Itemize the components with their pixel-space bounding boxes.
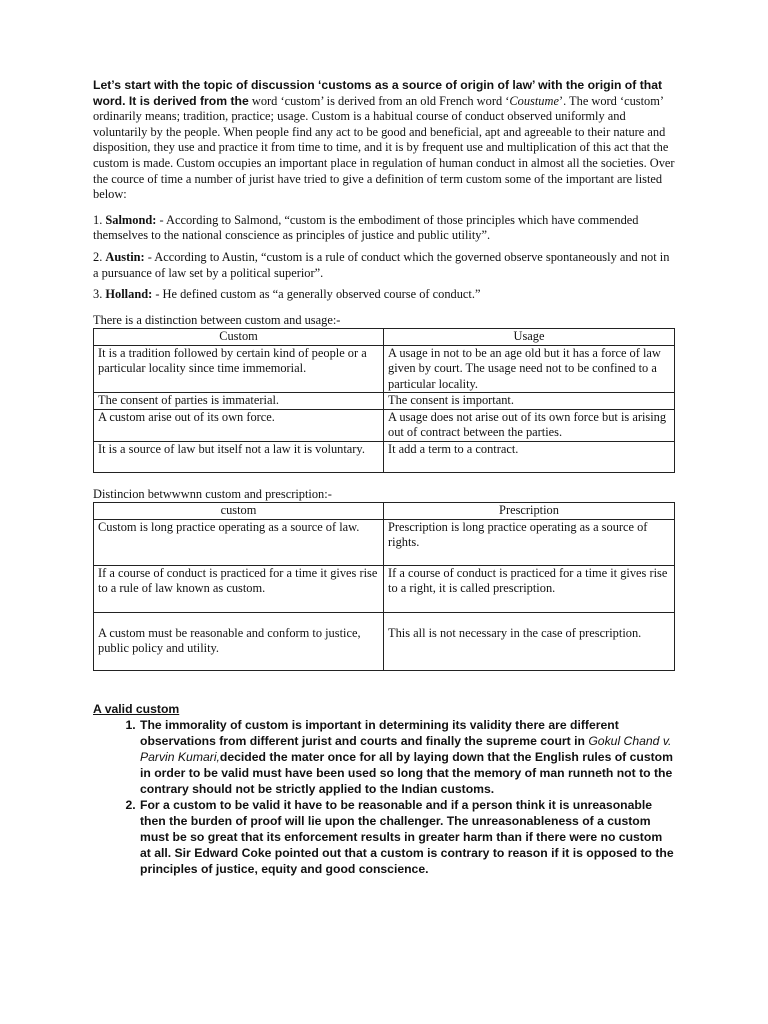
table-cell: If a course of conduct is practiced for a time it gives rise to a rule of law known as custom. <box>94 565 384 612</box>
definition-text: - He defined custom as “a generally observed course of conduct.” <box>152 287 481 302</box>
table-header-cell: Custom <box>94 329 384 346</box>
definition-number: 1. <box>93 212 103 227</box>
table1-caption: There is a distinction between custom and usage:- <box>93 312 341 327</box>
definition-text: - According to Salmond, “custom is the embodiment of those principles which have commended themselves to the national conscience as principles of justice and public utility”. <box>93 212 639 243</box>
definition-jurist: Austin: <box>105 249 145 264</box>
definition-austin <box>93 250 676 281</box>
case-citation: Gokul Chand v. Parvin Kumari, <box>140 733 672 764</box>
definition-jurist: Holland: <box>105 287 153 302</box>
definition-text: - According to Austin, “custom is a rule of conduct which the governed observe spontaneously and not in a pursuance of law set by a political superior”. <box>93 249 670 280</box>
table2-caption: Distincion betwwwnn custom and prescription:- <box>93 486 332 501</box>
table-row <box>94 565 675 612</box>
table-cell: It is a source of law but itself not a law it is voluntary. <box>94 441 384 472</box>
custom-usage-table <box>93 328 675 473</box>
intro-paragraph <box>93 78 676 203</box>
intro-text-b: ’. The word ‘custom’ ordinarily means; tradition, practice; usage. Custom is a habitual course of conduct observed uniformly and voluntarily by the people. When people find any act to be good and beneficial, apt and agreeable to their nature and disposition, they use and practice it from time to time, and it is by frequent use and multiplication of this act that the custom is made. Custom occupies an important place in regulation of human conduct in almost all the societies. Over the cource of time a number of jurist have tried to give a definition of term custom some of the important are listed below: <box>93 93 675 202</box>
table-header-row <box>94 503 675 520</box>
definition-number: 3. <box>93 287 103 302</box>
list-item <box>139 797 676 877</box>
table-cell: If a course of conduct is practiced for a time it gives rise to a right, it is called prescription. <box>384 565 675 612</box>
table-row <box>94 393 675 410</box>
table-row <box>94 345 675 393</box>
custom-prescription-table <box>93 502 675 671</box>
definition-jurist: Salmond: <box>105 212 157 227</box>
table-cell: A custom arise out of its own force. <box>94 409 384 441</box>
intro-text-a: word ‘custom’ is derived from an old French word ‘ <box>251 93 510 108</box>
list-item-text: decided the mater once for all by laying down that the English rules of custom in order to be valid must have been used so long that the memory of man runneth not to the contrary should not be strictly applied to the Indian customs. <box>140 749 673 796</box>
table-cell: The consent is important. <box>384 393 675 410</box>
document-page <box>93 78 676 877</box>
table-header-cell: Usage <box>384 329 675 346</box>
definition-holland <box>93 287 676 303</box>
table-row <box>94 441 675 472</box>
table-cell: This all is not necessary in the case of prescription. <box>384 612 675 670</box>
table-header-cell: custom <box>94 503 384 520</box>
list-item-text: The immorality of custom is important in determining its validity there are different observations from different jurist and courts and finally the supreme court in <box>140 717 619 748</box>
table-cell: The consent of parties is immaterial. <box>94 393 384 410</box>
table-cell: A usage does not arise out of its own force but is arising out of contract between the parties. <box>384 409 675 441</box>
definition-number: 2. <box>93 249 103 264</box>
table-row <box>94 409 675 441</box>
table-cell: A usage in not to be an age old but it has a force of law given by court. The usage need not to be confined to a particular locality. <box>384 345 675 393</box>
definition-salmond <box>93 213 676 244</box>
list-item <box>139 717 676 797</box>
table-cell: Custom is long practice operating as a source of law. <box>94 519 384 565</box>
valid-custom-heading: A valid custom <box>93 701 180 716</box>
valid-custom-list <box>93 717 676 877</box>
table-header-row <box>94 329 675 346</box>
intro-italic-word: Coustume <box>509 93 559 108</box>
table-cell: Prescription is long practice operating as a source of rights. <box>384 519 675 565</box>
table-header-cell: Prescription <box>384 503 675 520</box>
table-row <box>94 519 675 565</box>
table-cell: A custom must be reasonable and conform to justice, public policy and utility. <box>94 612 384 670</box>
table-row <box>94 612 675 670</box>
list-item-text: For a custom to be valid it have to be reasonable and if a person think it is unreasonable then the burden of proof will lie upon the challenger. The unreasonableness of a custom must be so great that its enforcement results in greater harm than if there were no custom at all. Sir Edward Coke pointed out that a custom is contrary to reason if it is opposed to the principles of justice, equity and good conscience. <box>140 797 674 876</box>
table-cell: It add a term to a contract. <box>384 441 675 472</box>
table-cell: It is a tradition followed by certain kind of people or a particular locality since time immemorial. <box>94 345 384 393</box>
intro-lead: Let’s start with the topic of discussion ‘customs as a source of origin of law’ with the origin of that word. It is derived from the <box>93 78 663 108</box>
